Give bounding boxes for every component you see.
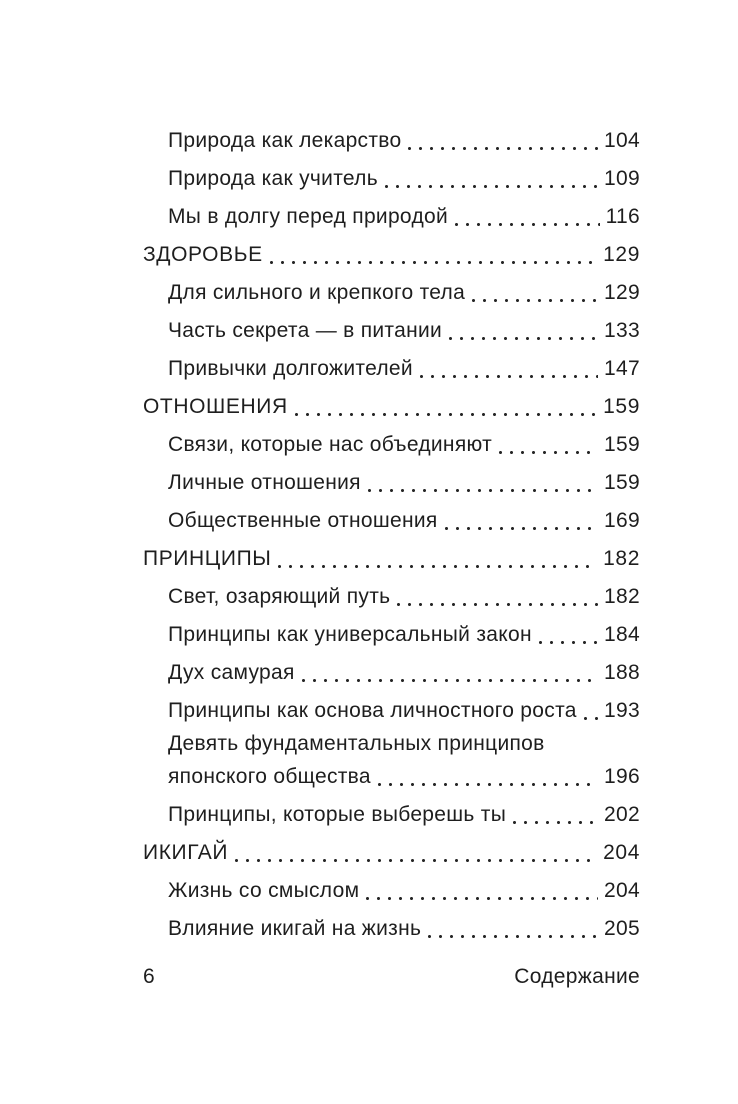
toc-page-number: 182 [603, 547, 640, 570]
page-footer [143, 965, 640, 989]
toc-row [143, 426, 640, 464]
toc-chapter-label: ЗДОРОВЬЕ [143, 243, 263, 266]
toc-page-number: 193 [604, 699, 640, 722]
toc-entry-label-line2: японского общества [168, 765, 371, 788]
toc-chapter-row [143, 834, 640, 872]
toc-page-number: 159 [603, 395, 640, 418]
toc-page-number: 159 [604, 433, 640, 456]
dot-leader [278, 565, 597, 568]
dot-leader [449, 337, 598, 340]
toc-entry-label: Свет, озаряющий путь [168, 585, 391, 608]
toc-row [143, 796, 640, 834]
toc-page-number: 196 [604, 765, 640, 788]
footer-page-number: 6 [143, 965, 155, 988]
toc-row [143, 692, 640, 730]
toc-row [143, 616, 640, 654]
toc-page-number: 116 [605, 205, 640, 228]
toc-page-number: 129 [604, 281, 640, 304]
toc-entry-label: Принципы как универсальный закон [168, 623, 532, 646]
toc-entry-label: Для сильного и крепкого тела [168, 281, 466, 304]
dot-leader [539, 641, 598, 644]
toc-row [143, 502, 640, 540]
dot-leader [270, 261, 597, 264]
toc-row [143, 910, 640, 948]
toc-page-number: 109 [604, 167, 640, 190]
toc-row [143, 578, 640, 616]
dot-leader [295, 413, 597, 416]
toc-page-number: 159 [604, 471, 640, 494]
toc-entry-label: Общественные отношения [168, 509, 438, 532]
toc-chapter-row [143, 540, 640, 578]
toc-row-continuation [143, 758, 640, 796]
dot-leader [368, 489, 598, 492]
toc-entry-label: Природа как лекарство [168, 129, 402, 152]
toc-row [143, 274, 640, 312]
dot-leader [420, 375, 598, 378]
toc-chapter-label: ОТНОШЕНИЯ [143, 395, 288, 418]
toc-page-number: 204 [603, 841, 640, 864]
toc-row [143, 122, 640, 160]
toc-page-number: 104 [604, 129, 640, 152]
table-of-contents [143, 122, 640, 948]
dot-leader [302, 679, 598, 682]
dot-leader [455, 223, 600, 226]
toc-entry-label: Принципы как основа личностного роста [168, 699, 577, 722]
dot-leader [397, 603, 598, 606]
toc-entry-label: Часть секрета — в питании [168, 319, 443, 342]
toc-chapter-row [143, 236, 640, 274]
toc-row [143, 730, 640, 758]
toc-chapter-label: ПРИНЦИПЫ [143, 547, 272, 570]
toc-row [143, 160, 640, 198]
toc-page-number: 169 [604, 509, 640, 532]
dot-leader [366, 897, 598, 900]
dot-leader [584, 717, 598, 720]
toc-row [143, 312, 640, 350]
toc-page-number: 188 [604, 661, 640, 684]
toc-chapter-row [143, 388, 640, 426]
toc-page-number: 182 [604, 585, 640, 608]
toc-entry-label: Природа как учитель [168, 167, 378, 190]
toc-page-number: 204 [604, 879, 640, 902]
toc-page-number: 202 [604, 803, 640, 826]
toc-entry-label: Влияние икигай на жизнь [168, 917, 422, 940]
toc-page-number: 133 [604, 319, 640, 342]
toc-row [143, 872, 640, 910]
toc-page-number: 147 [604, 357, 640, 380]
toc-entry-label: Дух самурая [168, 661, 295, 684]
toc-page-number: 184 [604, 623, 640, 646]
dot-leader [408, 147, 598, 150]
toc-entry-label: Личные отношения [168, 471, 361, 494]
toc-chapter-label: ИКИГАЙ [143, 841, 229, 864]
dot-leader [445, 527, 599, 530]
toc-row [143, 464, 640, 502]
dot-leader [378, 783, 598, 786]
dot-leader [235, 859, 597, 862]
dot-leader [513, 821, 598, 824]
toc-row [143, 350, 640, 388]
toc-entry-label: Принципы, которые выберешь ты [168, 803, 507, 826]
dot-leader [499, 451, 598, 454]
footer-running-title: Содержание [514, 965, 640, 988]
toc-row [143, 198, 640, 236]
toc-page-number: 205 [604, 917, 640, 940]
toc-entry-label: Мы в долгу перед природой [168, 205, 449, 228]
toc-entry-label: Девять фундаментальных принципов [168, 732, 545, 755]
toc-entry-label: Привычки долгожителей [168, 357, 413, 380]
toc-entry-label: Связи, которые нас объединяют [168, 433, 492, 456]
dot-leader [428, 935, 598, 938]
toc-page-number: 129 [603, 243, 640, 266]
toc-entry-label: Жизнь со смыслом [168, 879, 360, 902]
dot-leader [385, 185, 598, 188]
toc-row [143, 654, 640, 692]
dot-leader [472, 299, 598, 302]
